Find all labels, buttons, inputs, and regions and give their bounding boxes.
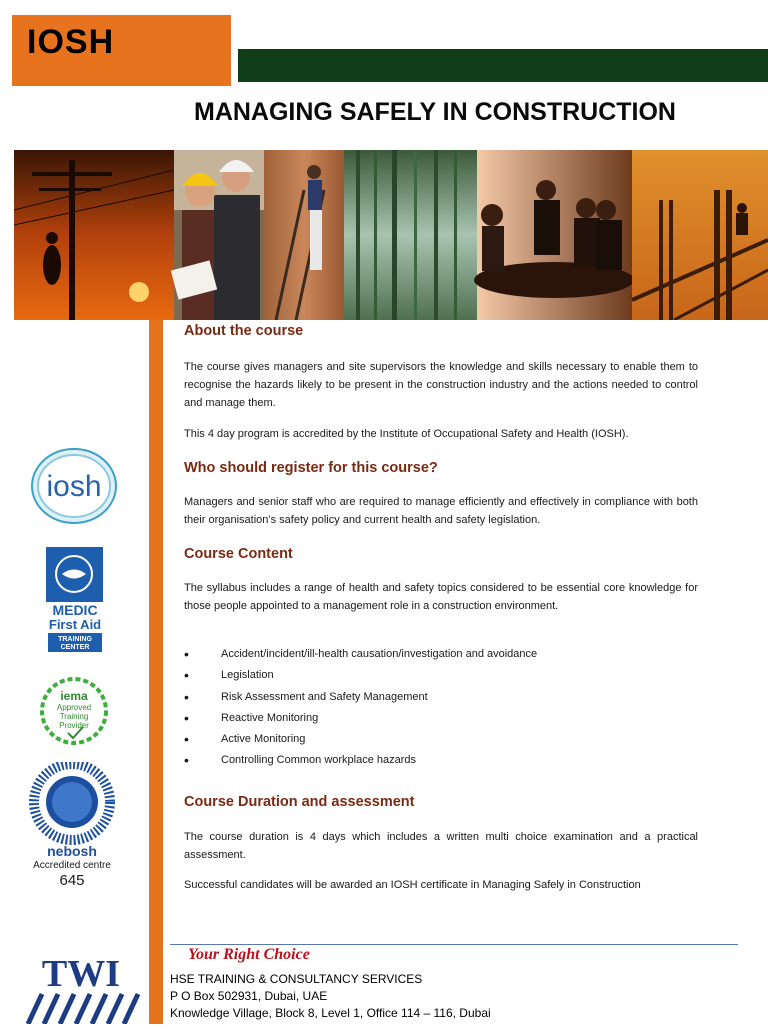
header-green-bar <box>238 49 768 82</box>
banner-image <box>14 150 768 320</box>
about-heading: About the course <box>184 323 304 339</box>
center-text: CENTER <box>60 644 90 651</box>
contact-block <box>170 971 491 1022</box>
brand-label: IOSH <box>27 23 115 61</box>
register-paragraph: Managers and senior staff who are required to manage efficiently and effectively in compliance with both their organisation’s safety policy and current health and safety legislation. <box>184 496 698 526</box>
twi-text: TWI <box>41 953 121 995</box>
list-item: • Accident/incident/ill-health causation/investigation and avoidance <box>184 644 704 665</box>
duration-paragraph: The course duration is 4 days which includes a written multi choice examination and a practical assessment. <box>184 831 698 861</box>
medic-text: MEDIC <box>52 602 98 618</box>
nebosh-text: nebosh <box>47 843 97 859</box>
nebosh-logo <box>26 762 118 890</box>
company-name: HSE TRAINING & CONSULTANCY SERVICES <box>170 972 423 986</box>
content-heading: Course Content <box>184 546 293 562</box>
duration-section <box>184 793 698 894</box>
list-item: • Controlling Common workplace hazards <box>184 750 704 771</box>
about-paragraph: The course gives managers and site supervisors the knowledge and skills necessary to enable them to recognise the hazards likely to be present in the construction industry and the actions needed to control and manage them. <box>184 361 698 409</box>
iema-text: iema <box>60 689 88 703</box>
iema-provider-text: Provider <box>59 721 89 730</box>
accreditation-paragraph: This 4 day program is accredited by the Institute of Occupational Safety and Health (IOSH). <box>184 428 629 440</box>
iosh-header-box <box>12 15 231 86</box>
twi-logo <box>20 952 142 1024</box>
medic-first-aid-logo <box>44 547 106 653</box>
iema-logo <box>38 675 110 747</box>
first-aid-text: First Aid <box>48 617 102 632</box>
register-heading: Who should register for this course? <box>184 460 438 476</box>
iosh-logo-text: iosh <box>46 470 102 503</box>
list-item: • Risk Assessment and Safety Management <box>184 687 704 708</box>
footer-divider <box>170 944 738 945</box>
certificate-paragraph: Successful candidates will be awarded an IOSH certificate in Managing Safely in Construction <box>184 879 641 891</box>
list-item: • Active Monitoring <box>184 729 704 750</box>
iosh-logo <box>30 446 118 526</box>
tagline: Your Right Choice <box>188 946 310 963</box>
iema-approved-text: Approved <box>56 703 92 712</box>
side-stripe <box>149 320 163 1024</box>
list-item: • Reactive Monitoring <box>184 708 704 729</box>
po-box: P O Box 502931, Dubai, UAE <box>170 989 328 1003</box>
list-item: • Legislation <box>184 665 704 686</box>
topic-list <box>184 644 704 772</box>
nebosh-number-text: 645 <box>59 872 85 889</box>
content-paragraph: The syllabus includes a range of health and safety topics considered to be essential core knowledge for those people appointed to a management role in a construction environment. <box>184 582 698 612</box>
training-text: TRAINING <box>58 636 92 643</box>
address: Knowledge Village, Block 8, Level 1, Office 114 – 116, Dubai <box>170 1006 491 1020</box>
duration-heading: Course Duration and assessment <box>184 794 415 810</box>
page-title: MANAGING SAFELY IN CONSTRUCTION <box>194 98 676 126</box>
nebosh-accredited-text: Accredited centre <box>33 860 111 871</box>
iema-training-text: Training <box>59 712 89 721</box>
course-content <box>184 322 698 615</box>
